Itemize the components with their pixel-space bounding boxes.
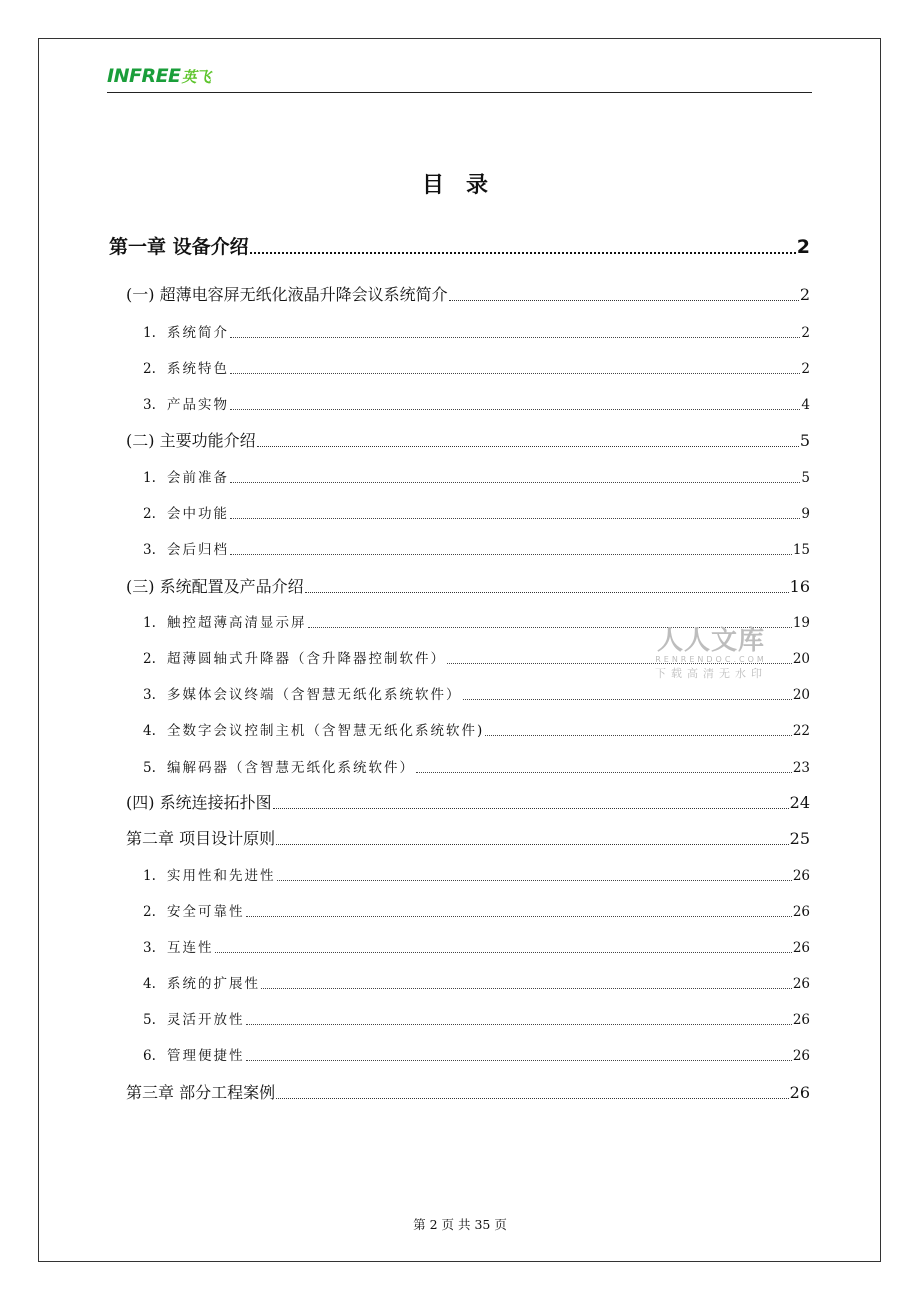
toc-leader-dots — [215, 952, 792, 953]
company-logo: INFREE英飞 — [107, 65, 211, 87]
toc-entry-page: 15 — [792, 542, 810, 558]
toc-entry-label — [143, 756, 415, 776]
toc-entry-label — [143, 1044, 245, 1064]
toc-entry-page: 2 — [801, 325, 810, 341]
watermark: 人人文库 RENRENDOC.COM 下载高清无水印 — [655, 626, 767, 680]
toc-entry-number: 1. — [143, 868, 156, 884]
toc-entry[interactable] — [143, 357, 810, 377]
toc-entry-label — [143, 357, 229, 377]
toc-entry[interactable] — [143, 1008, 810, 1028]
toc-entry-number: 5. — [143, 1012, 156, 1028]
toc-entry-number: 3. — [143, 940, 156, 956]
toc-entry-text: 第一章 设备介绍 — [109, 236, 249, 258]
toc-entry-number: 5. — [143, 760, 156, 776]
toc-entry-page: 2 — [796, 236, 810, 258]
toc-leader-dots — [230, 337, 800, 338]
toc-leader-dots — [305, 592, 789, 593]
toc-entry-number: 2. — [143, 361, 156, 377]
toc-entry-page: 26 — [789, 1083, 810, 1102]
toc-entry[interactable] — [126, 826, 810, 849]
toc-entry-page: 9 — [801, 506, 810, 522]
toc-leader-dots — [230, 409, 800, 410]
page-footer: 第 2 页 共 35 页 — [413, 1217, 507, 1232]
toc-entry-text: 超薄圆轴式升降器（含升降器控制软件） — [167, 651, 446, 667]
toc-entry-label — [143, 321, 229, 341]
toc-entry-text: 触控超薄高清显示屏 — [167, 615, 307, 631]
toc-leader-dots — [230, 373, 800, 374]
toc-entry-label — [143, 936, 214, 956]
toc-entry[interactable] — [143, 864, 810, 884]
toc-entry-number: 2. — [143, 904, 156, 920]
toc-leader-dots — [416, 772, 792, 773]
toc-entry[interactable] — [126, 574, 810, 597]
toc-entry-text: (一) 超薄电容屏无纸化液晶升降会议系统简介 — [126, 285, 448, 304]
toc-entry-label — [143, 972, 260, 992]
toc-entry-label — [126, 574, 304, 597]
toc-entry-text: 第三章 部分工程案例 — [126, 1083, 276, 1102]
toc-title: 目录 — [421, 173, 510, 198]
toc-entry-text: 产品实物 — [167, 397, 229, 413]
toc-entry[interactable] — [143, 466, 810, 486]
toc-entry-label — [143, 719, 484, 739]
toc-entry-page: 5 — [801, 470, 810, 486]
toc-entry-page: 16 — [789, 577, 810, 596]
toc-entry[interactable] — [143, 683, 810, 703]
toc-entry-text: 系统特色 — [167, 361, 229, 377]
toc-leader-dots — [463, 699, 792, 700]
toc-entry-page: 26 — [792, 1048, 810, 1064]
toc-entry-page: 20 — [792, 687, 810, 703]
toc-entry-label — [143, 864, 276, 884]
toc-entry-label — [143, 502, 229, 522]
toc-entry-page: 26 — [792, 1012, 810, 1028]
toc-leader-dots — [246, 916, 792, 917]
toc-leader-dots — [261, 988, 792, 989]
toc-entry-label — [143, 1008, 245, 1028]
toc-entry-page: 26 — [792, 904, 810, 920]
toc-leader-dots — [257, 446, 799, 447]
toc-entry-label — [109, 232, 249, 259]
toc-entry-text: 会中功能 — [167, 506, 229, 522]
toc-entry-page: 26 — [792, 976, 810, 992]
toc-entry[interactable] — [126, 1080, 810, 1103]
toc-entry-label — [126, 826, 275, 849]
toc-entry[interactable] — [126, 790, 810, 813]
toc-entry-text: 会后归档 — [167, 542, 229, 558]
toc-entry-text: 编解码器（含智慧无纸化系统软件） — [167, 760, 415, 776]
toc-entry-label — [126, 790, 272, 813]
toc-entry-text: 多媒体会议终端（含智慧无纸化系统软件） — [167, 687, 462, 703]
toc-entry-text: 全数字会议控制主机（含智慧无纸化系统软件) — [167, 723, 485, 739]
toc-entry-number: 6. — [143, 1048, 156, 1064]
toc-entry-number: 1. — [143, 615, 156, 631]
toc-entry[interactable] — [126, 282, 810, 305]
toc-entry-text: 灵活开放性 — [167, 1012, 245, 1028]
toc-entry-page: 20 — [792, 651, 810, 667]
toc-entry-label — [143, 466, 229, 486]
toc-entry-text: 第二章 项目设计原则 — [126, 829, 276, 848]
toc-entry-label — [143, 538, 229, 558]
toc-entry-text: 安全可靠性 — [167, 904, 245, 920]
toc-entry-text: (三) 系统配置及产品介绍 — [126, 577, 304, 596]
toc-entry[interactable] — [143, 719, 810, 739]
toc-entry-text: 实用性和先进性 — [167, 868, 276, 884]
toc-entry[interactable] — [143, 502, 810, 522]
toc-entry-page: 22 — [792, 723, 810, 739]
toc-entry-text: 会前准备 — [167, 470, 229, 486]
toc-entry-page: 24 — [789, 793, 810, 812]
toc-entry-page: 4 — [801, 397, 810, 413]
toc-entry-label — [143, 647, 446, 667]
toc-entry[interactable] — [143, 756, 810, 776]
toc-leader-dots — [230, 554, 792, 555]
toc-entry[interactable] — [143, 538, 810, 558]
toc-entry-label — [143, 393, 229, 413]
toc-leader-dots — [230, 518, 800, 519]
toc-leader-dots — [276, 1098, 789, 1099]
toc-entry-label — [126, 282, 448, 305]
toc-leader-dots — [277, 880, 792, 881]
toc-entry-page: 26 — [792, 868, 810, 884]
toc-entry-text: 系统的扩展性 — [167, 976, 260, 992]
toc-leader-dots — [246, 1060, 792, 1061]
toc-entry-number: 3. — [143, 397, 156, 413]
toc-entry-text: 系统简介 — [167, 325, 229, 341]
toc-entry-number: 1. — [143, 470, 156, 486]
toc-leader-dots — [230, 482, 800, 483]
toc-entry-label — [143, 683, 462, 703]
toc-entry-number: 4. — [143, 976, 156, 992]
toc-entry-label — [143, 611, 307, 631]
toc-entry-text: (四) 系统连接拓扑图 — [126, 793, 272, 812]
toc-leader-dots — [273, 808, 789, 809]
toc-entry-page: 25 — [789, 829, 810, 848]
toc-entry-text: 管理便捷性 — [167, 1048, 245, 1064]
toc-leader-dots — [449, 300, 799, 301]
toc-entry-number: 2. — [143, 651, 156, 667]
toc-entry-number: 3. — [143, 687, 156, 703]
toc-entry-page: 19 — [792, 615, 810, 631]
toc-entry-page: 23 — [792, 760, 810, 776]
toc-entry-label — [126, 428, 256, 451]
toc-entry-number: 2. — [143, 506, 156, 522]
toc-leader-dots — [250, 252, 796, 254]
toc-entry[interactable] — [143, 936, 810, 956]
toc-entry[interactable] — [143, 1044, 810, 1064]
toc-entry-number: 4. — [143, 723, 156, 739]
toc-entry[interactable] — [143, 393, 810, 413]
toc-entry-page: 2 — [801, 361, 810, 377]
toc-entry[interactable] — [109, 232, 810, 259]
toc-entry-text: 互连性 — [167, 940, 214, 956]
toc-leader-dots — [276, 844, 789, 845]
toc-entry-label — [126, 1080, 275, 1103]
toc-entry-number: 3. — [143, 542, 156, 558]
toc-entry-label — [143, 900, 245, 920]
toc-entry-page: 5 — [799, 431, 810, 450]
toc-entry[interactable] — [143, 321, 810, 341]
toc-entry-page: 26 — [792, 940, 810, 956]
toc-entry-text: (二) 主要功能介绍 — [126, 431, 256, 450]
toc-entry-number: 1. — [143, 325, 156, 341]
toc-entry[interactable] — [143, 900, 810, 920]
toc-entry-page: 2 — [799, 285, 810, 304]
toc-leader-dots — [485, 735, 792, 736]
toc-entry[interactable] — [126, 428, 810, 451]
toc-leader-dots — [246, 1024, 792, 1025]
toc-entry[interactable] — [143, 972, 810, 992]
header-rule — [107, 92, 812, 93]
